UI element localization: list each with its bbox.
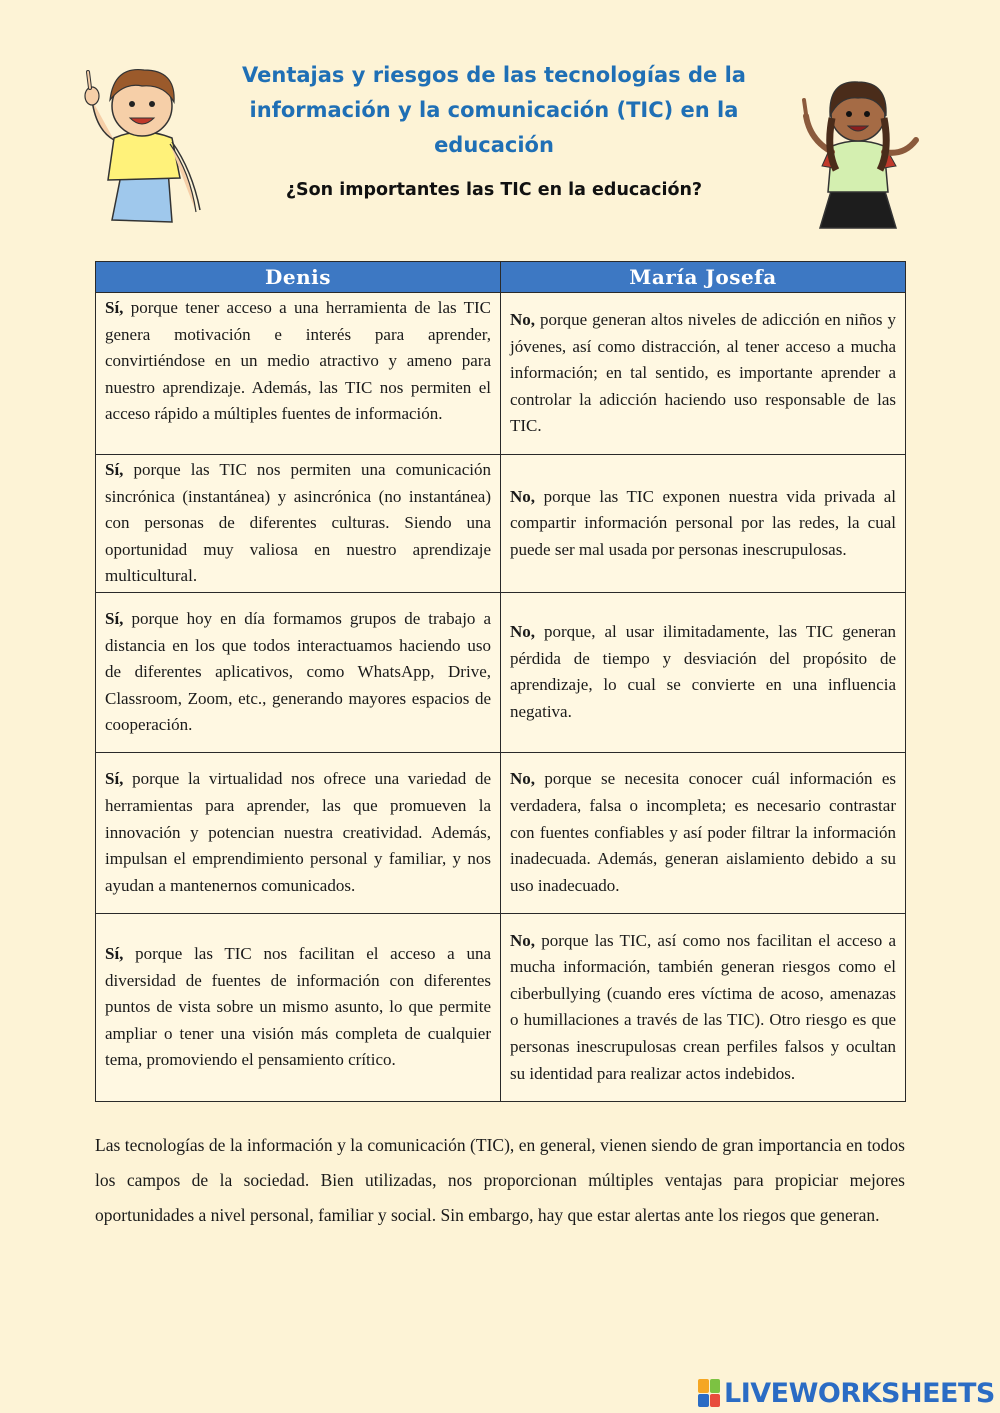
denis-opinion <box>96 913 501 1101</box>
girl-illustration <box>792 70 932 232</box>
opinion-text: porque las TIC, así como nos facilitan el acceso a mucha información, también generan riesgos como el ciberbullying (cuando eres víctima de acoso, amenazas o humillaciones a través de las TIC). Otro riesgo es que personas inescrupulosas crean perfiles falsos y ocultan su identidad para realizar actos indebidos. <box>510 930 896 1083</box>
logo-square <box>710 1394 721 1408</box>
maria-opinion <box>501 592 906 752</box>
closing-paragraph: Las tecnologías de la información y la comunicación (TIC), en general, vienen siendo de gran importancia en todos los campos de la sociedad. Bien utilizadas, nos proporcionan múltiples ventajas para propiciar mejores oportunidades a nivel personal, familiar y social. Sin embargo, hay que estar alertas ante los riegos que generan. <box>95 1135 905 1225</box>
opinion-lead: Sí, <box>105 943 124 963</box>
column-header-maria-josefa: María Josefa <box>501 262 906 293</box>
brand-name: LIVEWORKSHEETS <box>724 1377 995 1409</box>
opinion-text: porque se necesita conocer cuál información es verdadera, falsa o incompleta; es necesario contrastar con fuentes confiables y así poder filtrar la información inadecuada. Además, generan aislamiento debido a su uso inadecuado. <box>510 769 896 895</box>
liveworksheets-brand[interactable] <box>698 1376 995 1410</box>
opinion-text: porque las TIC nos facilitan el acceso a una diversidad de fuentes de información con diferentes puntos de vista sobre un mismo asunto, lo que permite ampliar o tener una visión más completa de cualquier tema, promoviendo el pensamiento crítico. <box>105 943 491 1070</box>
opinion-lead: Sí, <box>105 769 124 789</box>
table-row <box>96 752 906 913</box>
maria-opinion <box>501 293 906 455</box>
opinion-text: porque, al usar ilimitadamente, las TIC generan pérdida de tiempo y desviación del propósito de aprendizaje, lo cual se convierte en una influencia negativa. <box>510 622 896 722</box>
table-row <box>96 913 906 1101</box>
table-row <box>96 455 906 593</box>
table-row <box>96 293 906 455</box>
boy-illustration <box>72 60 212 228</box>
maria-opinion <box>501 455 906 593</box>
opinion-text: porque la virtualidad nos ofrece una variedad de herramientas para aprender, las que promueven la innovación y potencian nuestra creatividad. Además, impulsan el emprendimiento personal y familiar, y nos ayudan a mantenernos comunicados. <box>105 769 491 895</box>
logo-square <box>698 1394 709 1408</box>
liveworksheets-logo-icon <box>698 1379 720 1407</box>
opinion-lead: Sí, <box>105 460 124 479</box>
logo-square <box>698 1379 709 1393</box>
denis-opinion <box>96 455 501 593</box>
opinion-lead: No, <box>510 769 536 789</box>
denis-opinion <box>96 293 501 455</box>
denis-opinion <box>96 752 501 913</box>
page-title: Ventajas y riesgos de las tecnologías de la información y la comunicación (TIC) en la educación <box>242 63 746 157</box>
opinion-text: porque las TIC nos permiten una comunicación sincrónica (instantánea) y asincrónica (no instantánea) con personas de diferentes culturas. Siendo una oportunidad muy valiosa en nuestro aprendizaje multicultural. <box>105 460 491 586</box>
logo-square <box>710 1379 721 1393</box>
opinion-text: porque las TIC exponen nuestra vida privada al compartir información personal por las redes, la cual puede ser mal usada por personas inescrupulosas. <box>510 486 896 559</box>
opinion-text: porque generan altos niveles de adicción en niños y jóvenes, así como distracción, al tener acceso a mucha información; en tal sentido, es importante aprender a controlar la adicción haciendo uso responsable de las TIC. <box>510 310 896 436</box>
opinions-table <box>95 261 906 1102</box>
page-question: ¿Son importantes las TIC en la educación? <box>285 180 703 200</box>
table-header-row <box>96 262 906 293</box>
opinion-text: porque tener acceso a una herramienta de las TIC genera motivación e interés para aprender, convirtiéndose en un medio atractivo y ameno para nuestro aprendizaje. Además, las TIC nos permiten el acceso rápido a múltiples fuentes de información. <box>105 298 491 424</box>
opinion-lead: No, <box>510 622 536 642</box>
opinion-lead: No, <box>510 486 536 506</box>
column-header-denis: Denis <box>96 262 501 293</box>
maria-opinion <box>501 752 906 913</box>
table-row <box>96 592 906 752</box>
maria-opinion <box>501 913 906 1101</box>
opinion-lead: Sí, <box>105 608 124 628</box>
opinion-lead: No, <box>510 930 536 950</box>
opinion-lead: No, <box>510 310 536 330</box>
denis-opinion <box>96 592 501 752</box>
opinion-text: porque hoy en día formamos grupos de trabajo a distancia en los que todos interactuamos haciendo uso de diferentes aplicativos, como WhatsApp, Drive, Classroom, Zoom, etc., generando mayores espacios de cooperación. <box>105 608 491 735</box>
opinion-lead: Sí, <box>105 298 124 317</box>
